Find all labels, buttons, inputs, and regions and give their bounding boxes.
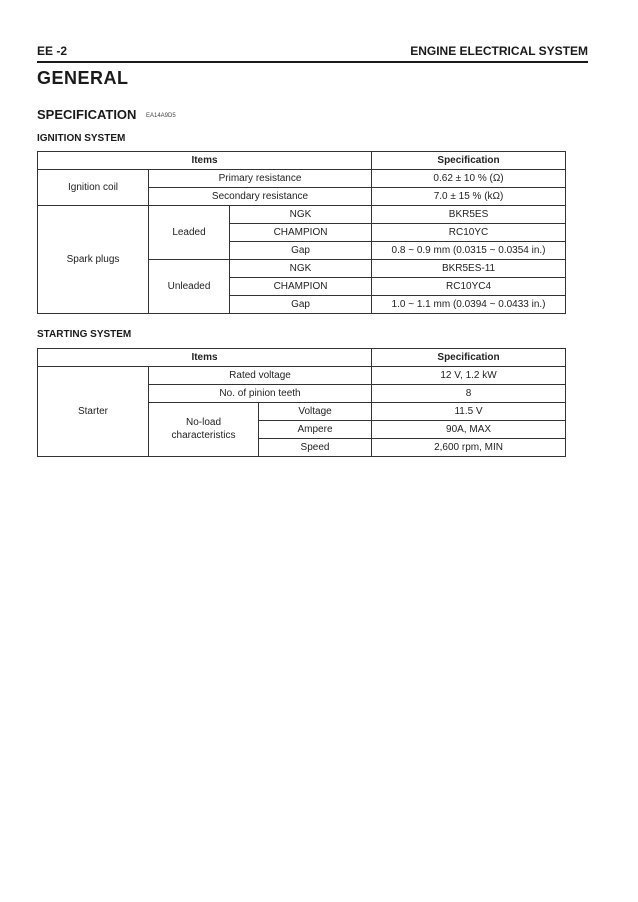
leaded-label: Leaded	[149, 206, 230, 260]
unleaded-gap-label: Gap	[230, 296, 372, 314]
header-divider	[37, 61, 588, 63]
leaded-ngk-value: BKR5ES	[372, 206, 566, 224]
leaded-champion-value: RC10YC	[372, 224, 566, 242]
secondary-resistance-value: 7.0 ± 15 % (kΩ)	[372, 188, 566, 206]
spark-plugs-label: Spark plugs	[38, 206, 149, 314]
chapter-title: ENGINE ELECTRICAL SYSTEM	[410, 44, 588, 58]
ignition-items-header: Items	[38, 152, 372, 170]
no-load-line-1: No-load	[185, 417, 222, 428]
starter-label: Starter	[38, 367, 149, 457]
no-load-ampere-value: 90A, MAX	[372, 421, 566, 439]
leaded-champion-label: CHAMPION	[230, 224, 372, 242]
starting-spec-header: Specification	[372, 349, 566, 367]
starting-system-title: STARTING SYSTEM	[37, 329, 132, 340]
pinion-teeth-value: 8	[372, 385, 566, 403]
unleaded-ngk-label: NGK	[230, 260, 372, 278]
pinion-teeth-label: No. of pinion teeth	[149, 385, 372, 403]
no-load-line-2: characteristics	[171, 429, 236, 441]
rated-voltage-label: Rated voltage	[149, 367, 372, 385]
unleaded-champion-value: RC10YC4	[372, 278, 566, 296]
no-load-ampere-label: Ampere	[259, 421, 372, 439]
page-title: GENERAL	[37, 68, 129, 88]
leaded-gap-label: Gap	[230, 242, 372, 260]
ignition-coil-label: Ignition coil	[38, 170, 149, 206]
secondary-resistance-label: Secondary resistance	[149, 188, 372, 206]
no-load-characteristics-label	[149, 403, 259, 457]
no-load-voltage-label: Voltage	[259, 403, 372, 421]
leaded-ngk-label: NGK	[230, 206, 372, 224]
no-load-speed-value: 2,600 rpm, MIN	[372, 439, 566, 457]
unleaded-champion-label: CHAMPION	[230, 278, 372, 296]
specification-code: EA14A9D5	[146, 113, 176, 119]
primary-resistance-label: Primary resistance	[149, 170, 372, 188]
specification-heading: SPECIFICATION	[37, 107, 137, 122]
page-number: EE -2	[37, 44, 68, 58]
no-load-speed-label: Speed	[259, 439, 372, 457]
leaded-gap-value: 0.8 ~ 0.9 mm (0.0315 ~ 0.0354 in.)	[372, 242, 566, 260]
starting-spec-table	[37, 348, 566, 457]
starting-items-header: Items	[38, 349, 372, 367]
unleaded-gap-value: 1.0 ~ 1.1 mm (0.0394 ~ 0.0433 in.)	[372, 296, 566, 314]
rated-voltage-value: 12 V, 1.2 kW	[372, 367, 566, 385]
no-load-voltage-value: 11.5 V	[372, 403, 566, 421]
ignition-system-title: IGNITION SYSTEM	[37, 133, 126, 144]
ignition-spec-header: Specification	[372, 152, 566, 170]
unleaded-ngk-value: BKR5ES-11	[372, 260, 566, 278]
primary-resistance-value: 0.62 ± 10 % (Ω)	[372, 170, 566, 188]
unleaded-label: Unleaded	[149, 260, 230, 314]
ignition-spec-table	[37, 151, 566, 314]
